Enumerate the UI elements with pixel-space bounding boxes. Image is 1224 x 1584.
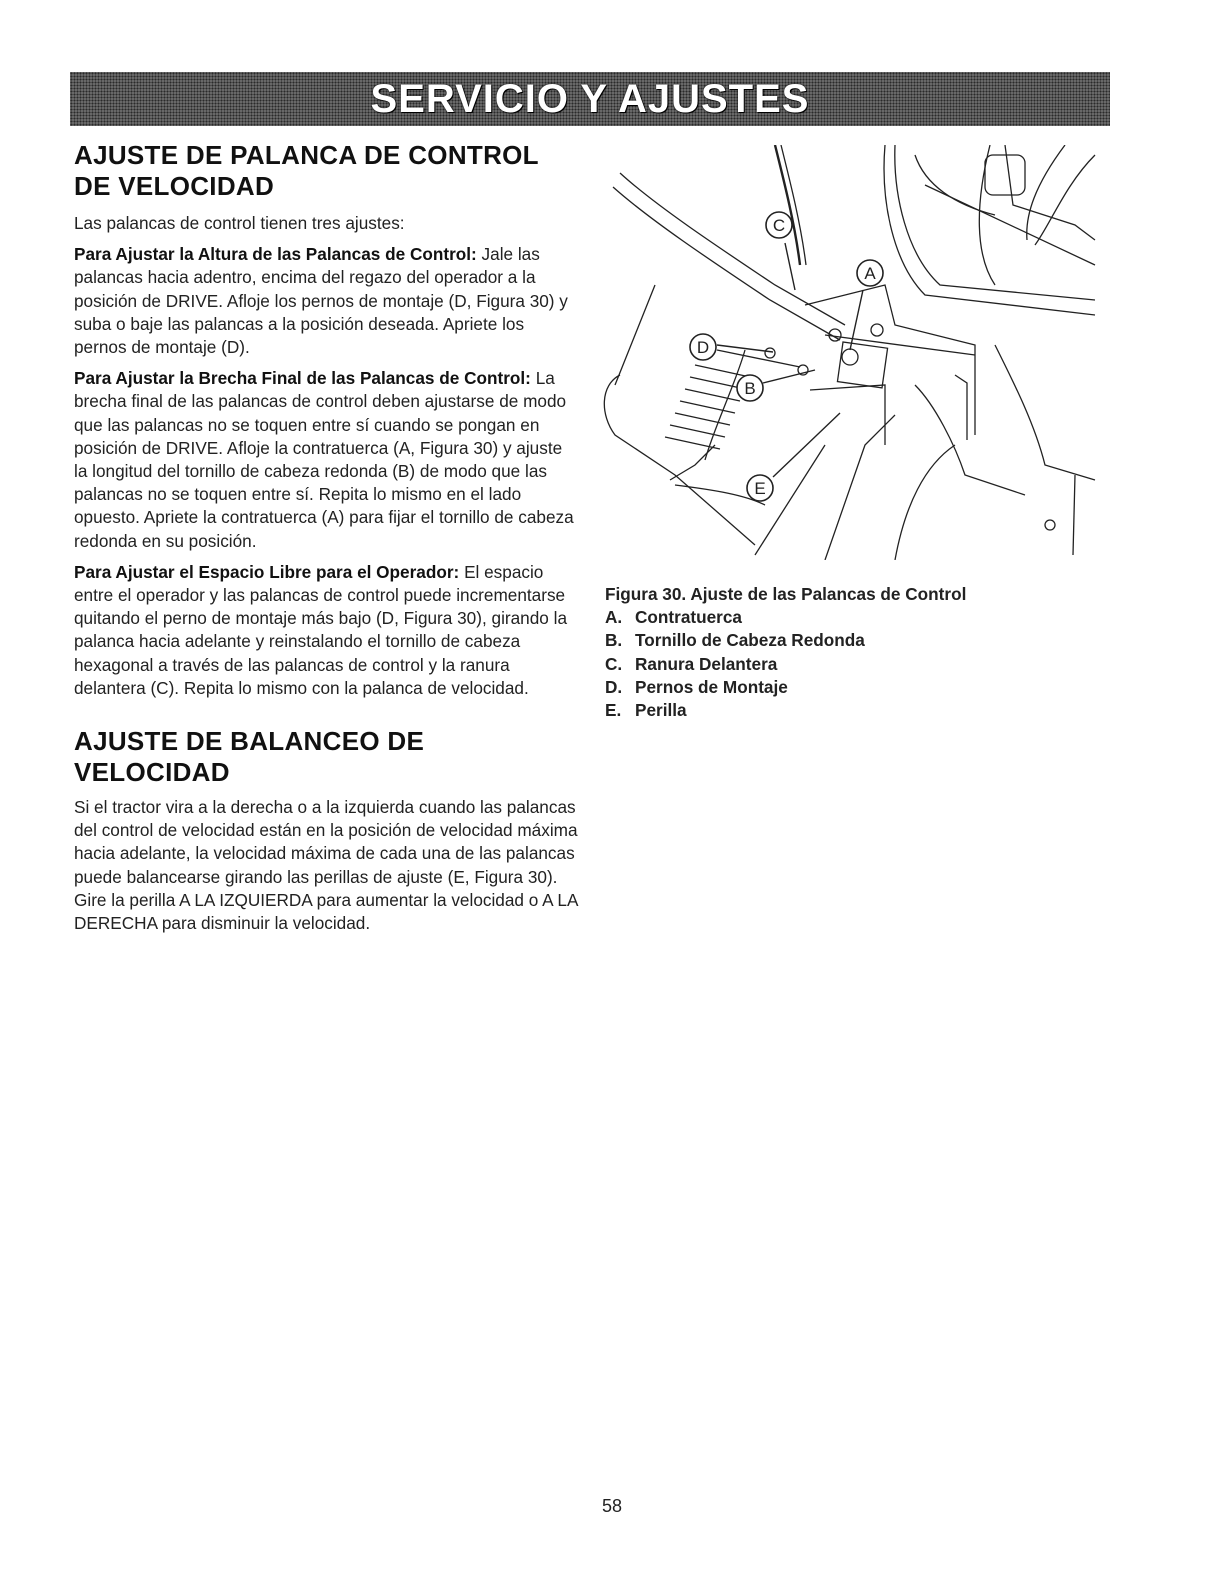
- callout-b: [737, 375, 763, 401]
- callout-e: [747, 475, 773, 501]
- callout-a: [857, 260, 883, 286]
- legend-item: [605, 699, 1105, 722]
- callout-e-label: E: [754, 479, 766, 498]
- section1-heading-line1: AJUSTE DE PALANCA DE CONTROL: [74, 140, 539, 170]
- section1-heading-line2: DE VELOCIDAD: [74, 171, 275, 201]
- legend-letter: A.: [605, 607, 623, 628]
- legend-letter: E.: [605, 700, 622, 721]
- section1-heading: [74, 140, 579, 202]
- callout-d-label: D: [696, 338, 710, 357]
- legend-letter: D.: [605, 676, 623, 697]
- legend-label: Contratuerca: [635, 607, 742, 628]
- caption-title: Figura 30. Ajuste de las Palancas de Control: [605, 584, 967, 604]
- control-lever-diagram: [595, 145, 1105, 560]
- figure-30-illustration: [595, 145, 1105, 560]
- banner-title: SERVICIO Y AJUSTES: [370, 76, 810, 121]
- legend-label: Tornillo de Cabeza Redonda: [635, 630, 865, 651]
- callout-b-label: B: [744, 379, 756, 398]
- legend-item: [605, 629, 1105, 652]
- legend-letter: B.: [605, 630, 623, 651]
- paragraph-clearance: [74, 561, 579, 700]
- callout-c-label: C: [772, 216, 786, 235]
- section2-heading: AJUSTE DE BALANCEO DE VELOCIDAD: [74, 726, 425, 788]
- section1-intro: Las palancas de control tienen tres ajustes:: [74, 213, 405, 233]
- paragraph-clearance-text: El espacio entre el operador y las palancas de control puede incrementarse quitando el perno de montaje más bajo (D, Figura 30), girando la palanca hacia adelante y reinstalando el tornillo de cabeza hexagonal a través de las palancas de control y la ranura delantera (C). Repita lo mismo con la palanca de velocidad.: [74, 561, 567, 698]
- legend-item: [605, 606, 1105, 629]
- legend-label: Ranura Delantera: [635, 653, 778, 674]
- section2-text: Si el tractor vira a la derecha o a la izquierda cuando las palancas del control de velocidad están en la posición de velocidad máxima hacia adelante, la velocidad máxima de cada una de las palancas puede balancearse girando las perillas de ajuste (E, Figura 30). Gire la perilla A LA IZQUIERDA para aumentar la velocidad o A LA DERECHA para disminuir la velocidad.: [74, 797, 578, 934]
- legend-item: [605, 676, 1105, 699]
- legend-letter: C.: [605, 653, 623, 674]
- diagram-linework: [604, 145, 1095, 560]
- legend-item: [605, 653, 1105, 676]
- paragraph-gap-text: La brecha final de las palancas de control deben ajustarse de modo que las palancas no se toquen entre sí cuando se pongan en posición de DRIVE. Afloje la contratuerca (A, Figura 30) y ajuste la longitud del tornillo de cabeza redonda (B) de modo que las palancas no se toquen entre sí. Repita lo mismo en el lado opuesto. Apriete la contratuerca (A) para fijar el tornillo de cabeza redonda en su posición.: [74, 368, 574, 551]
- page-number: 58: [601, 1496, 623, 1516]
- left-column: [74, 140, 579, 935]
- paragraph-gap-lead: Para Ajustar la Brecha Final de las Palancas de Control:: [74, 368, 531, 389]
- paragraph-height: [74, 243, 579, 359]
- paragraph-gap: [74, 367, 579, 553]
- callout-c: [766, 212, 792, 238]
- figure-caption: [605, 583, 1105, 722]
- paragraph-height-text: Jale las palancas hacia adentro, encima del regazo del operador a la posición de DRIVE. Afloje los pernos de montaje (D, Figura 30) y suba o baje las palancas a la posición deseada. Apriete los pernos de montaje (D).: [74, 244, 568, 358]
- callout-a-label: A: [864, 264, 876, 283]
- legend-label: Pernos de Montaje: [635, 676, 788, 697]
- section-banner: [70, 72, 1110, 126]
- paragraph-clearance-lead: Para Ajustar el Espacio Libre para el Operador:: [74, 561, 460, 582]
- callout-d: [690, 334, 716, 360]
- paragraph-height-lead: Para Ajustar la Altura de las Palancas de Control:: [74, 244, 477, 265]
- legend-label: Perilla: [635, 700, 687, 721]
